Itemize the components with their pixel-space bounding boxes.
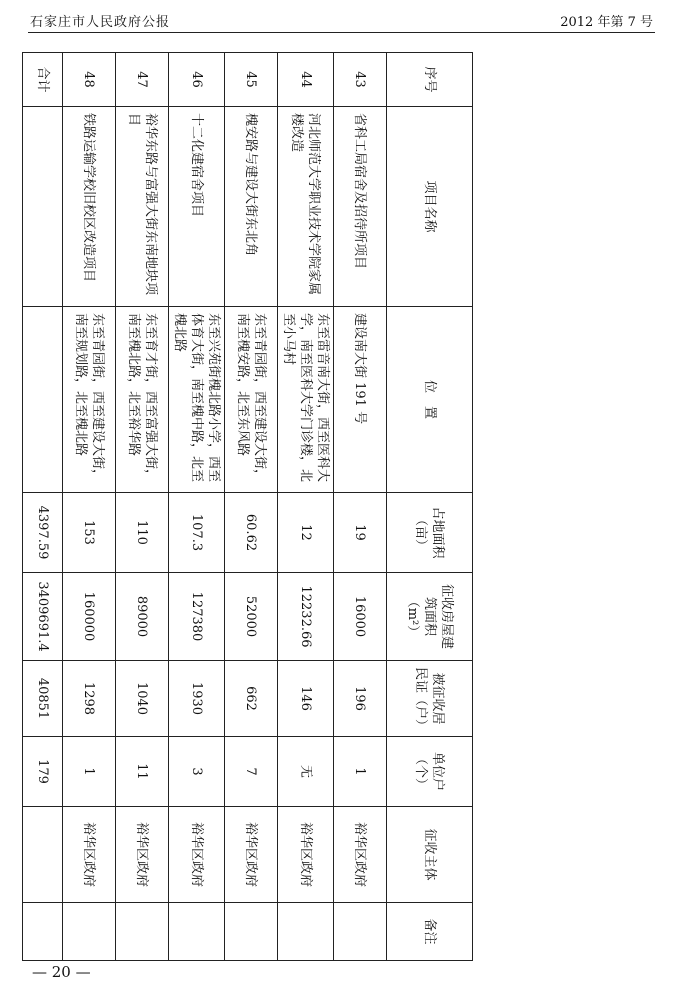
col-header-authority: 征收主体 — [387, 807, 473, 903]
cell-index: 45 — [225, 53, 278, 107]
cell-project: 十二化建宿舍项目 — [169, 107, 225, 307]
publication-title: 石家庄市人民政府公报 — [30, 15, 171, 30]
table-header-row — [387, 53, 473, 961]
cell-location: 东至兴苑街槐北路小学，西至体育大街，南至槐中路，北至槐北路 — [169, 307, 225, 493]
cell-land-area: 110 — [116, 493, 169, 573]
cell-units: 7 — [225, 737, 278, 807]
col-header-units: 单位户（个） — [387, 737, 473, 807]
cell-units: 无 — [278, 737, 334, 807]
col-header-land-area: 占地面积（亩） — [387, 493, 473, 573]
cell-location: 东至雷音南大街，西至医科大学，南至医科大学门诊楼，北至小马村 — [278, 307, 334, 493]
cell-index: 48 — [63, 53, 116, 107]
cell-location: 建设南大街 191 号 — [334, 307, 387, 493]
cell-project: 裕华东路与富强大街东南地块项目 — [116, 107, 169, 307]
cell-total-land-area: 4397.59 — [23, 493, 63, 573]
cell-index: 47 — [116, 53, 169, 107]
table-row — [278, 53, 334, 961]
page-number: — 20 — — [32, 963, 91, 981]
cell-total-label: 合计 — [23, 53, 63, 107]
col-header-location: 位 置 — [387, 307, 473, 493]
cell-residents: 662 — [225, 661, 278, 737]
cell-total-building-area: 3409691.4 — [23, 573, 63, 661]
cell-location: 东至育才街，西至富强大街，南至槐北路，北至裕华路 — [116, 307, 169, 493]
cell-authority: 裕华区政府 — [334, 807, 387, 903]
cell-remarks — [63, 903, 116, 961]
cell-empty — [23, 903, 63, 961]
cell-authority: 裕华区政府 — [63, 807, 116, 903]
table-row — [63, 53, 116, 961]
cell-authority: 裕华区政府 — [225, 807, 278, 903]
cell-units: 3 — [169, 737, 225, 807]
cell-land-area: 60.62 — [225, 493, 278, 573]
cell-units: 1 — [334, 737, 387, 807]
cell-total-units: 179 — [23, 737, 63, 807]
cell-authority: 裕华区政府 — [169, 807, 225, 903]
cell-location: 东至青园街，西至建设大街，南至槐安路，北至东风路 — [225, 307, 278, 493]
col-header-project: 项目名称 — [387, 107, 473, 307]
cell-empty — [23, 807, 63, 903]
cell-remarks — [334, 903, 387, 961]
table-row — [169, 53, 225, 961]
table-row — [225, 53, 278, 961]
cell-residents: 146 — [278, 661, 334, 737]
col-header-building-area: 征收房屋建筑面积（m²） — [387, 573, 473, 661]
table-row — [334, 53, 387, 961]
cell-land-area: 107.3 — [169, 493, 225, 573]
cell-index: 43 — [334, 53, 387, 107]
cell-land-area: 153 — [63, 493, 116, 573]
cell-authority: 裕华区政府 — [116, 807, 169, 903]
cell-residents: 196 — [334, 661, 387, 737]
project-table — [22, 52, 473, 961]
cell-building-area: 89000 — [116, 573, 169, 661]
cell-units: 1 — [63, 737, 116, 807]
cell-index: 44 — [278, 53, 334, 107]
cell-total-residents: 40851 — [23, 661, 63, 737]
col-header-remarks: 备注 — [387, 903, 473, 961]
cell-index: 46 — [169, 53, 225, 107]
cell-units: 11 — [116, 737, 169, 807]
cell-remarks — [278, 903, 334, 961]
cell-project: 铁路运输学校旧校区改造项目 — [63, 107, 116, 307]
issue-number: 2012 年第 7 号 — [560, 15, 653, 30]
cell-authority: 裕华区政府 — [278, 807, 334, 903]
cell-remarks — [116, 903, 169, 961]
project-table-rotated — [27, 52, 473, 960]
cell-building-area: 16000 — [334, 573, 387, 661]
cell-location: 东至青园街，西至建设大街，南至规划路，北至槐北路 — [63, 307, 116, 493]
cell-empty — [23, 107, 63, 307]
cell-land-area: 12 — [278, 493, 334, 573]
cell-residents: 1040 — [116, 661, 169, 737]
cell-building-area: 160000 — [63, 573, 116, 661]
cell-empty — [23, 307, 63, 493]
cell-project: 河北师范大学职业技术学院家属楼改造 — [278, 107, 334, 307]
cell-building-area: 52000 — [225, 573, 278, 661]
cell-residents: 1298 — [63, 661, 116, 737]
table-total-row — [23, 53, 63, 961]
cell-project: 槐安路与建设大街东北角 — [225, 107, 278, 307]
cell-building-area: 127380 — [169, 573, 225, 661]
cell-project: 省科工局宿舍及招待所项目 — [334, 107, 387, 307]
cell-land-area: 19 — [334, 493, 387, 573]
col-header-residents: 被征收居民证（户） — [387, 661, 473, 737]
cell-residents: 1930 — [169, 661, 225, 737]
table-row — [116, 53, 169, 961]
cell-building-area: 12232.66 — [278, 573, 334, 661]
col-header-index: 序号 — [387, 53, 473, 107]
cell-remarks — [169, 903, 225, 961]
page-header — [28, 8, 655, 33]
cell-remarks — [225, 903, 278, 961]
